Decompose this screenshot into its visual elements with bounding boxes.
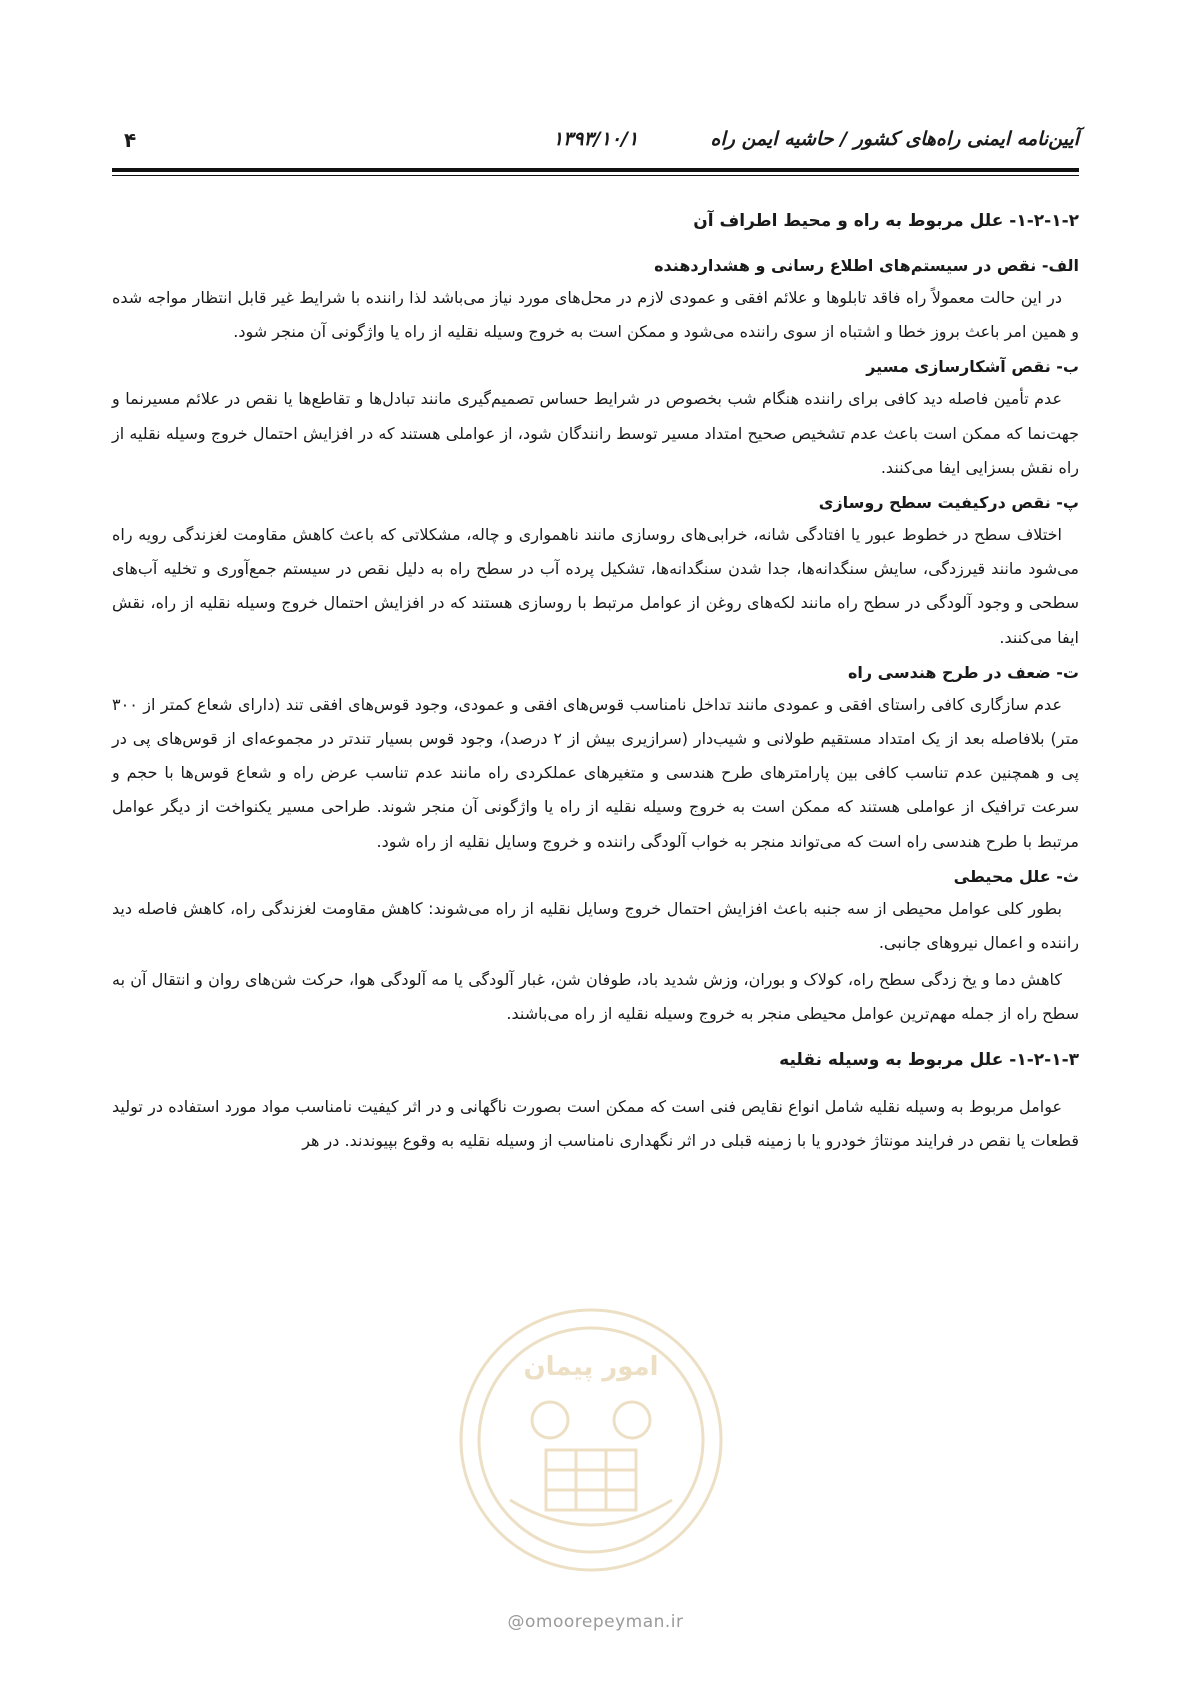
header-title: آیین‌نامه ایمنی راه‌های کشور / حاشیه ایمن راه xyxy=(710,128,1079,150)
paragraph: اختلاف سطح در خطوط عبور یا افتادگی شانه، خرابی‌های روسازی مانند ناهمواری و چاله، مشکلاتی که باعث کاهش مقاومت لغزندگی رویه راه می‌شود مانند قیرزدگی، سایش سنگدانه‌ها، جدا شدن سنگدانه‌ها، تشکیل پرده آب در سطح راه به دلیل نقص در سیستم جمع‌آوری و تخلیه آب‌های سطحی و وجود آلودگی در سطح راه مانند لکه‌های روغن از عوامل مرتبط با روسازی هستند که در افزایش احتمال خروج وسیله نقلیه از راه، نقش ایفا می‌کنند. xyxy=(112,525,1079,647)
watermark-url: @omoorepeyman.ir xyxy=(507,1612,684,1632)
subsection-title: الف- نقص در سیستم‌های اطلاع رسانی و هشداردهنده xyxy=(654,256,1079,275)
subsection-title: ت- ضعف در طرح هندسی راه xyxy=(847,662,1079,682)
paragraph: عدم سازگاری کافی راستای افقی و عمودی مانند تداخل نامناسب قوس‌های افقی و عمودی، وجود قوس‌های افقی تند (دارای شعاع کمتر از ۳۰۰ متر) بلافاصله بعد از یک امتداد مستقیم طولانی و شیب‌دار (سرازیری بیش از ۲ درصد)، وجود قوس بسیار تندتر در مجموعه‌ای از قوس‌های پی در پی و همچنین عدم تناسب کافی بین پارامترهای طرح هندسی و متغیرهای عملکردی راه مانند عدم تناسب عرض راه و شعاع قوس‌ها با حجم و سرعت ترافیک از عواملی هستند که ممکن است به خروج وسیله نقلیه از راه یا واژگونی آن منجر شوند. طراحی مسیر یکنواخت از دیگر عوامل مرتبط با طرح هندسی راه است که می‌تواند منجر به خواب آلودگی راننده و خروج وسایل نقلیه از راه شود. xyxy=(112,694,1080,851)
subsection-title: ب- نقص آشکارسازی مسیر xyxy=(866,357,1079,377)
paragraph: عوامل مربوط به وسیله نقلیه شامل انواع نقایص فنی است که ممکن است بصورت ناگهانی و در اثر کیفیت نامناسب مواد مورد استفاده در تولید قطعات یا نقص در فرایند مونتاژ خودرو یا با زمینه قبلی در اثر نگهداری نامناسب از وسیله نقلیه به وقوع بپیوندند. در هر xyxy=(112,1096,1079,1150)
paragraph: عدم تأمین فاصله دید کافی برای راننده هنگام شب بخصوص در شرایط حساس تصمیم‌گیری مانند تبادل‌ها و تقاطع‌ها یا نقص در علائم مسیرنما و جهت‌نما که ممکن است باعث عدم تشخیص صحیح امتداد مسیر توسط رانندگان شود، از عواملی هستند که در افزایش احتمال خروج وسیله نقلیه از راه نقش بسزایی ایفا می‌کنند. xyxy=(112,389,1079,477)
header-date: ۱۳۹۳/۱۰/۱ xyxy=(552,128,639,150)
section-heading: ۱-۲-۱-۲- علل مربوط به راه و محیط اطراف آن xyxy=(693,211,1079,231)
page-number: ۴ xyxy=(124,128,137,152)
section-heading: ۱-۲-۱-۳- علل مربوط به وسیله نقلیه xyxy=(779,1049,1079,1070)
subsection-title: ث- علل محیطی xyxy=(953,866,1079,886)
paragraph: کاهش دما و یخ زدگی سطح راه، کولاک و بوران، وزش شدید باد، طوفان شن، غبار آلودگی یا مه آلودگی هوا، حرکت شن‌های روان و انتقال آن به سطح راه از جمله مهم‌ترین عوامل محیطی منجر به خروج وسیله نقلیه از راه می‌باشند. xyxy=(112,970,1079,1024)
watermark-logo xyxy=(450,1300,732,1580)
header-rule-thin xyxy=(112,175,1079,176)
subsection-title: پ- نقص درکیفیت سطح روسازی xyxy=(818,493,1079,513)
paragraph: در این حالت معمولاً راه فاقد تابلوها و علائم افقی و عمودی لازم در محل‌های مورد نیاز می‌باشد لذا راننده با شرایط غیر قابل انتظار مواجه شده و همین امر باعث بروز خطا و اشتباه از سوی راننده می‌شود و ممکن است به خروج وسیله نقلیه از راه یا واژگونی آن منجر شود. xyxy=(112,288,1079,342)
watermark-logo-text: امور پیمان xyxy=(523,1352,659,1382)
header-rule-thick xyxy=(112,168,1079,172)
document-body xyxy=(112,206,1079,1161)
page-header xyxy=(112,128,1079,162)
paragraph: بطور کلی عوامل محیطی از سه جنبه باعث افزایش احتمال خروج وسایل نقلیه از راه می‌شوند: کاهش مقاومت لغزندگی راه، کاهش فاصله دید راننده و اعمال نیروهای جانبی. xyxy=(112,898,1079,953)
